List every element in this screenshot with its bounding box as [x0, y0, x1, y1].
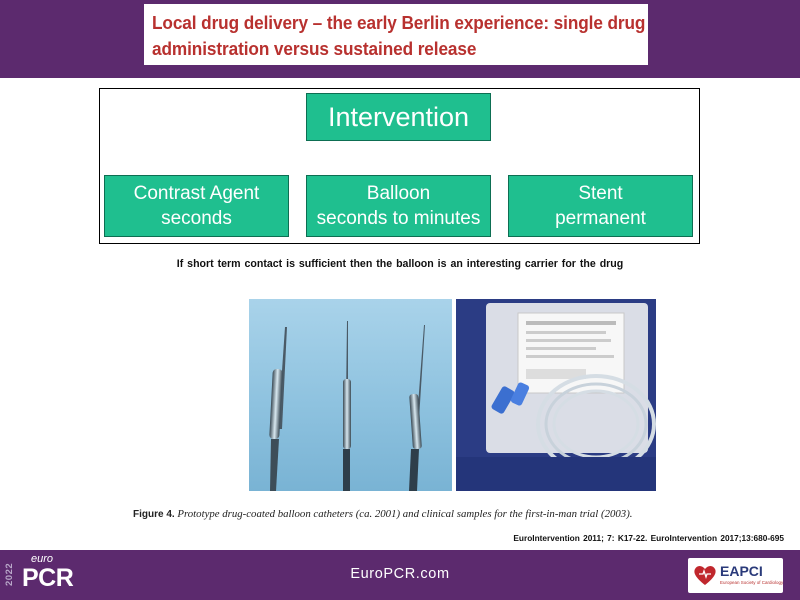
clinical-samples-photo [456, 299, 656, 491]
balloon-box [306, 175, 491, 237]
stent-duration: permanent [555, 208, 646, 229]
contrast-agent-label: Contrast Agent [133, 183, 260, 204]
eapci-logo [688, 558, 783, 593]
slide-title-box [144, 4, 648, 65]
reference-citation: EuroIntervention 2011; 7: K17-22. EuroIntervention 2017;13:680-695 [513, 533, 784, 543]
footer-year: 2022 [4, 562, 15, 586]
balloon-label: Balloon [366, 183, 431, 204]
intervention-diagram [99, 88, 700, 244]
slide-title-line-2: administration versus sustained release [152, 38, 477, 59]
balloon-duration: seconds to minutes [316, 208, 481, 229]
stent-label: Stent [578, 183, 623, 204]
slide-title-line-1: Local drug delivery – the early Berlin experience: single drug [152, 12, 646, 33]
heart-icon [692, 562, 718, 588]
figure-label: Figure 4. [133, 509, 175, 520]
europcr-logo-euro: euro [31, 553, 54, 565]
figure-caption [133, 508, 693, 520]
eapci-logo-text: EAPCI [720, 563, 763, 579]
contrast-agent-box [104, 175, 289, 237]
footer-url[interactable]: EuroPCR.com [350, 566, 450, 582]
clinical-samples-illustration [456, 299, 656, 491]
contrast-agent-duration: seconds [161, 208, 232, 229]
slide-caption: If short term contact is sufficient then the balloon is an interesting carrier for the drug [176, 258, 624, 270]
balloon-catheters-photo [249, 299, 452, 491]
europcr-logo-pcr: PCR [22, 564, 74, 592]
stent-box [508, 175, 693, 237]
eapci-logo-subtext: European Society of Cardiology [720, 580, 784, 585]
figure-text: Prototype drug-coated balloon catheters (ca. 2001) and clinical samples for the first-in-man trial (2003). [177, 508, 633, 520]
intervention-box: Intervention [306, 93, 491, 141]
balloon-catheters-illustration [249, 299, 452, 491]
